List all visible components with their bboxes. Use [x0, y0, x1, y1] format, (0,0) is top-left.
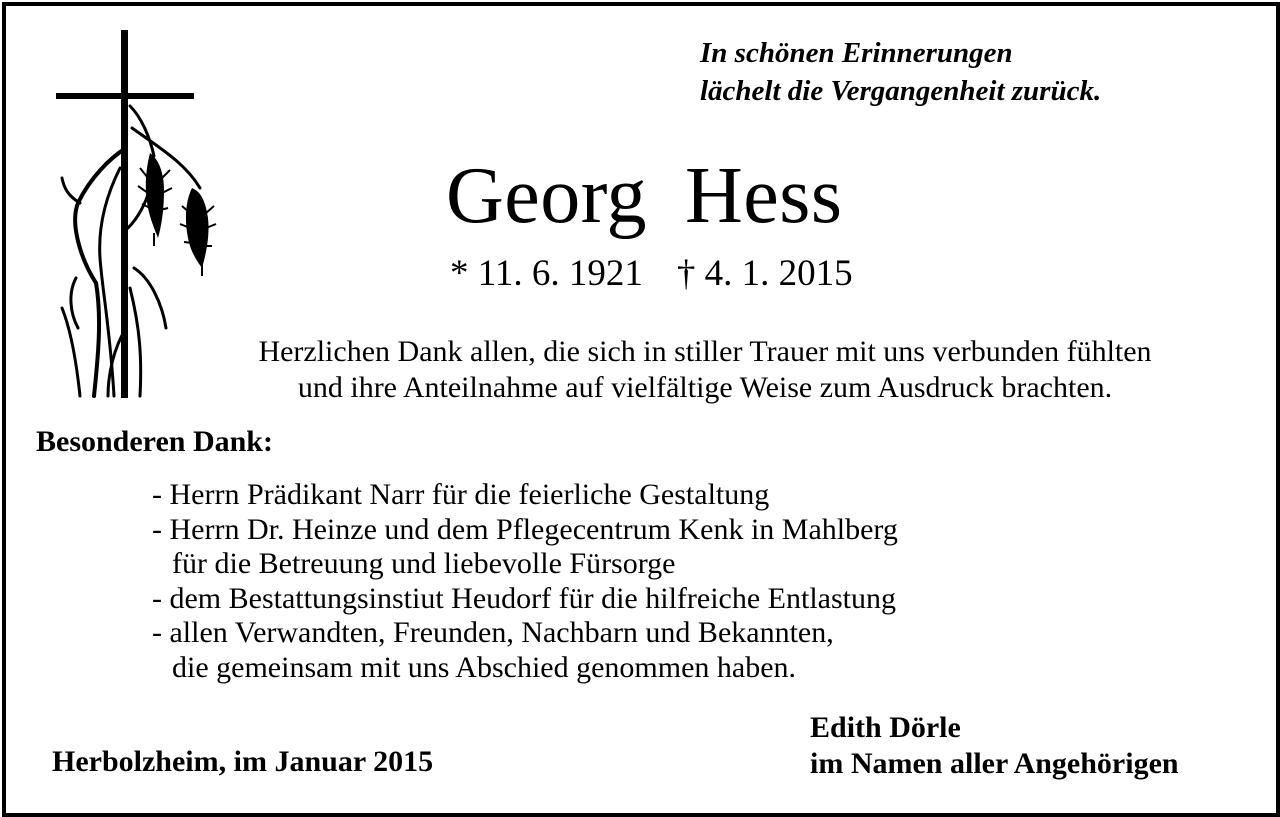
first-name: Georg	[446, 152, 647, 240]
place-and-date: Herbolzheim, im Januar 2015	[52, 745, 434, 778]
birth-date: * 11. 6. 1921	[450, 253, 643, 294]
list-item-continuation: die gemeinsam mit uns Abschied genommen haben.	[172, 650, 797, 684]
special-thanks-list	[152, 478, 898, 685]
signature	[810, 710, 1179, 782]
thanks-line: Herzlichen Dank allen, die sich in stiller Trauer mit uns verbunden fühlten	[258, 335, 1152, 368]
list-item: - Herrn Prädikant Narr für die feierliche Gestaltung	[152, 478, 770, 511]
last-name: Hess	[684, 152, 843, 240]
thanks-text	[150, 334, 1260, 406]
death-date: † 4. 1. 2015	[676, 253, 853, 294]
motto	[700, 34, 1101, 110]
deceased-name	[446, 148, 843, 244]
list-item-continuation: für die Betreuung und liebevolle Fürsorge	[172, 547, 676, 580]
list-item: - dem Bestattungsinstiut Heudorf für die hilfreiche Entlastung	[152, 581, 896, 615]
signature-role: im Namen aller Angehörigen	[810, 747, 1179, 780]
signature-name: Edith Dörle	[810, 711, 961, 744]
life-dates	[450, 252, 853, 296]
list-item: - Herrn Dr. Heinze und dem Pflegecentrum Kenk in Mahlberg	[152, 512, 898, 546]
motto-line: In schönen Erinnerungen	[700, 37, 1013, 69]
special-thanks-heading: Besonderen Dank:	[36, 425, 273, 458]
thanks-line: und ihre Anteilnahme auf vielfältige Weise zum Ausdruck brachten.	[297, 371, 1113, 404]
motto-line: lächelt die Vergangenheit zurück.	[700, 75, 1102, 107]
list-item: - allen Verwandten, Freunden, Nachbarn und Bekannten,	[152, 616, 834, 649]
